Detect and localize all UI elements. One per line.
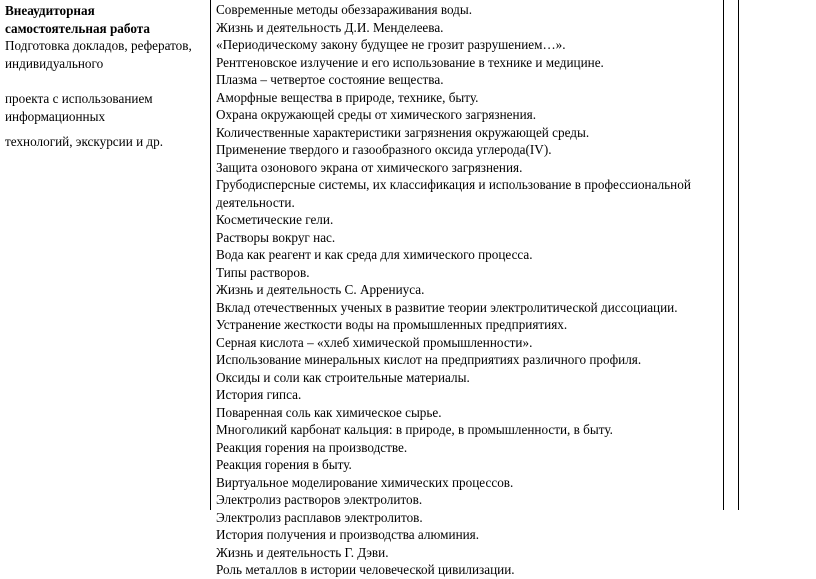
description-line-4: информационных bbox=[5, 108, 106, 124]
topic-item: Электролиз расплавов электролитов. bbox=[216, 509, 423, 525]
description-line-5: технологий, экскурсии и др. bbox=[5, 134, 164, 149]
topic-item: Использование минеральных кислот на предприятиях различного профиля. bbox=[216, 352, 642, 367]
topic-item: Поваренная соль как химическое сырье. bbox=[216, 404, 442, 420]
topic-item: Жизнь и деятельность Д.И. Менделеева. bbox=[216, 19, 444, 35]
topic-item: Плазма – четвертое состояние вещества. bbox=[216, 72, 444, 87]
section-title-line-2: самостоятельная работа bbox=[5, 20, 150, 36]
topic-item: История гипса. bbox=[216, 387, 302, 402]
topic-item: Растворы вокруг нас. bbox=[216, 229, 336, 245]
topic-item: Современные методы обеззараживания воды. bbox=[216, 2, 473, 17]
section-title-line-1: Внеаудиторная bbox=[5, 3, 95, 18]
description-line-3: проекта с использованием bbox=[5, 91, 153, 106]
topic-item: Оксиды и соли как строительные материалы. bbox=[216, 369, 470, 385]
topic-item: Виртуальное моделирование химических процессов. bbox=[216, 474, 514, 490]
topic-item: Многоликий карбонат кальция: в природе, в промышленности, в быту. bbox=[216, 422, 613, 437]
topic-item: Реакция горения в быту. bbox=[216, 457, 352, 472]
topics-cell bbox=[210, 0, 723, 577]
paragraph-gap bbox=[5, 125, 206, 133]
topic-item: Применение твердого и газообразного оксида углерода(IV). bbox=[216, 142, 552, 157]
topic-item: Охрана окружающей среды от химического загрязнения. bbox=[216, 107, 537, 122]
topic-item: Количественные характеристики загрязнения окружающей среды. bbox=[216, 124, 590, 140]
topic-item: Вода как реагент и как среда для химического процесса. bbox=[216, 247, 533, 262]
paragraph-gap bbox=[5, 72, 206, 90]
topic-item: Устранение жесткости воды на промышленных предприятиях. bbox=[216, 317, 568, 332]
topic-item: История получения и производства алюминия. bbox=[216, 527, 480, 542]
topic-item: Жизнь и деятельность С. Аррениуса. bbox=[216, 282, 425, 297]
topic-item: Жизнь и деятельность Г. Дэви. bbox=[216, 544, 389, 560]
empty-cell-wide bbox=[738, 0, 816, 510]
topic-item: Аморфные вещества в природе, технике, быту. bbox=[216, 89, 479, 105]
topic-item: Грубодисперсные системы, их классификация и использование в профессиональной bbox=[216, 177, 691, 192]
topic-item: Защита озонового экрана от химического загрязнения. bbox=[216, 159, 523, 175]
description-line-2: индивидуального bbox=[5, 55, 104, 71]
topic-item: Вклад отечественных ученых в развитие теории электролитической диссоциации. bbox=[216, 299, 678, 315]
topic-item: Роль металлов в истории человеческой цивилизации. bbox=[216, 562, 515, 577]
topic-item: деятельности. bbox=[216, 194, 295, 210]
topic-item: Типы растворов. bbox=[216, 264, 310, 280]
topic-item: Электролиз растворов электролитов. bbox=[216, 492, 423, 507]
topic-item: Серная кислота – «хлеб химической промышленности». bbox=[216, 334, 533, 350]
topic-item: «Периодическому закону будущее не грозит разрушением…». bbox=[216, 37, 566, 52]
topic-item: Косметические гели. bbox=[216, 212, 334, 227]
topic-item: Реакция горения на производстве. bbox=[216, 439, 408, 455]
topic-item: Рентгеновское излучение и его использование в технике и медицине. bbox=[216, 54, 604, 70]
empty-cell-narrow bbox=[723, 0, 738, 510]
description-line-1: Подготовка докладов, рефератов, bbox=[5, 38, 192, 53]
topics-list bbox=[216, 1, 719, 579]
activity-type-cell bbox=[0, 0, 210, 510]
